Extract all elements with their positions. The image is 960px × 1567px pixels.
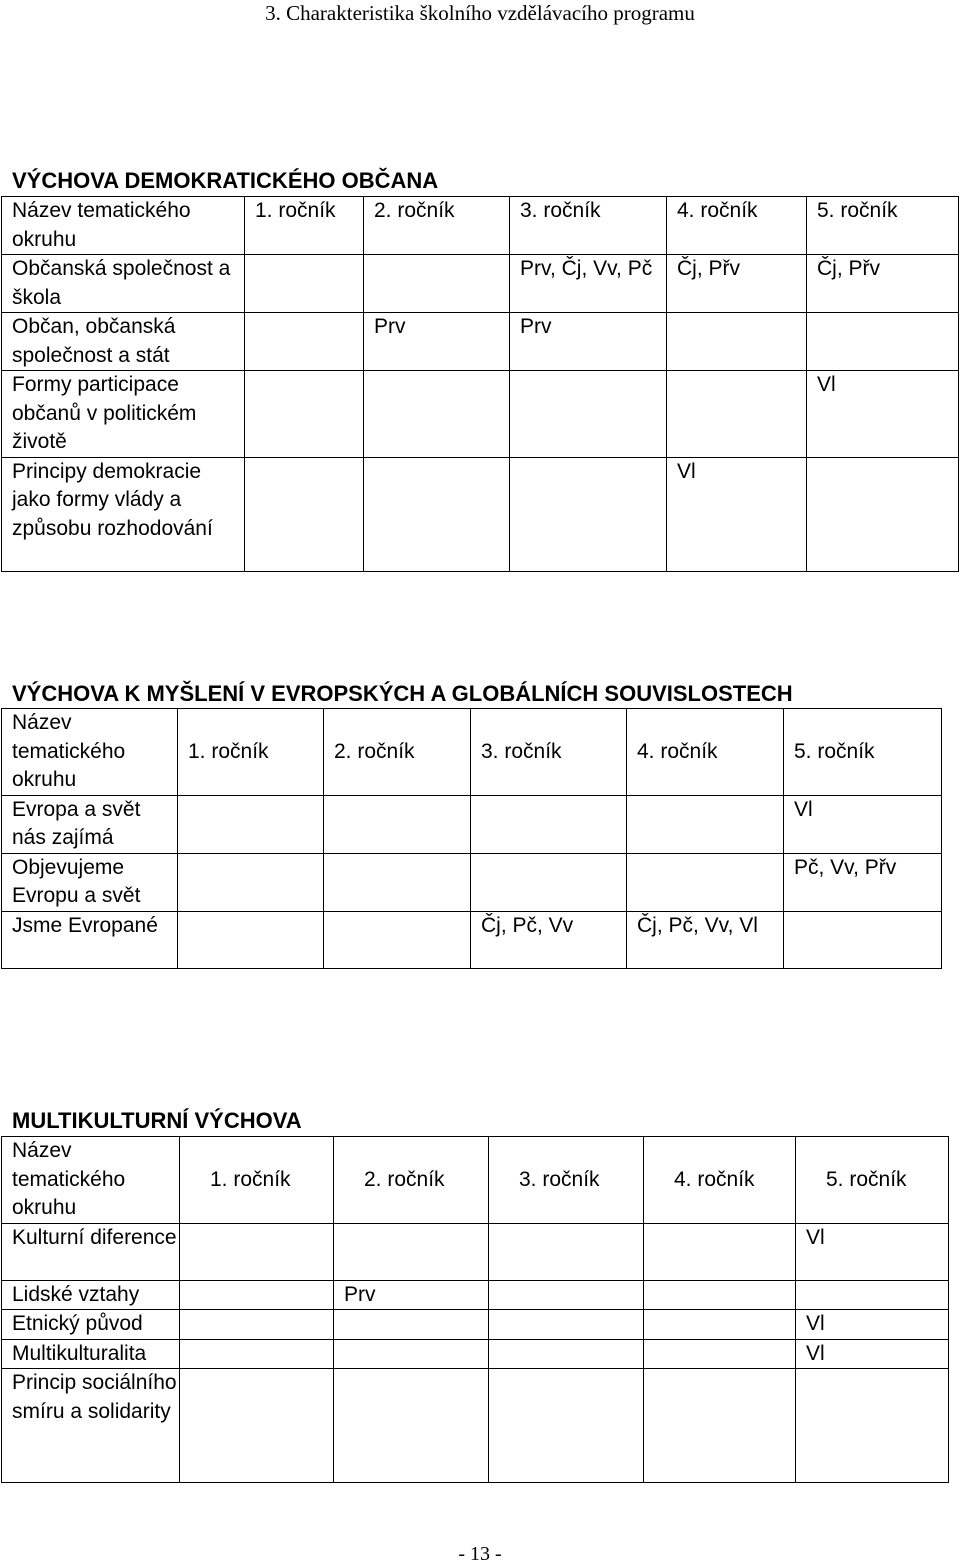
section-title-multikulturni-vychova: MULTIKULTURNÍ VÝCHOVA [12,1108,302,1133]
table-cell: Vl [796,1339,949,1369]
table-cell [364,457,510,571]
row-topic: Principy demokracie jako formy vlády a způsobu rozhodování [2,457,245,571]
table-cell [364,255,510,313]
table-cell: Čj, Přv [807,255,959,313]
column-header-rocnik-5: 5. ročník [807,197,959,255]
table-row [2,371,959,458]
table-row [2,457,959,571]
table-cell [364,371,510,458]
table-cell: Čj, Přv [667,255,807,313]
table-cell: Prv, Čj, Vv, Pč [510,255,667,313]
table-row [2,1223,949,1280]
column-header-rocnik-1: 1. ročník [180,1137,334,1224]
table-cell [245,371,364,458]
table-cell [245,457,364,571]
row-topic: Občanská společnost a škola [2,255,245,313]
row-topic: Kulturní diference [2,1223,180,1280]
column-header-rocnik-1: 1. ročník [245,197,364,255]
page-header: 3. Charakteristika školního vzdělávacího programu [265,1,695,25]
table-cell [489,1369,644,1483]
table-row [2,313,959,371]
row-topic: Princip sociálního smíru a solidarity [2,1369,180,1483]
table-cell [334,1369,489,1483]
column-header-rocnik-2: 2. ročník [334,1137,489,1224]
table-cell [178,911,324,968]
column-header-topic: Název tematického okruhu [2,197,245,255]
table-row [2,1280,949,1310]
section-title-demokraticky-obcan: VÝCHOVA DEMOKRATICKÉHO OBČANA [12,168,439,193]
row-topic: Lidské vztahy [2,1280,180,1310]
table-cell: Pč, Vv, Přv [784,853,942,911]
table-cell [644,1310,796,1340]
table-cell [510,457,667,571]
table-cell: Čj, Pč, Vv, Vl [627,911,784,968]
table-cell [644,1369,796,1483]
table-cell [489,1339,644,1369]
row-topic: Evropa a svět nás zajímá [2,795,178,853]
row-topic: Etnický původ [2,1310,180,1340]
table-cell [796,1369,949,1483]
column-header-rocnik-5: 5. ročník [796,1137,949,1224]
table-cell: Prv [510,313,667,371]
table-evropske-souvislosti [1,708,942,969]
column-header-rocnik-3: 3. ročník [471,709,627,796]
table-row [2,1339,949,1369]
table-cell [627,795,784,853]
table-cell: Prv [334,1280,489,1310]
table-row [2,1310,949,1340]
table-cell [796,1280,949,1310]
table-cell [324,911,471,968]
table-cell [324,795,471,853]
table-cell [644,1280,796,1310]
table-cell [784,911,942,968]
row-topic: Multikulturalita [2,1339,180,1369]
table-cell [180,1280,334,1310]
table-cell [644,1339,796,1369]
table-row [2,1369,949,1483]
table-row [2,255,959,313]
row-topic: Formy participace občanů v politickém životě [2,371,245,458]
table-cell [807,457,959,571]
row-topic: Objevujeme Evropu a svět [2,853,178,911]
table-cell [667,371,807,458]
column-header-rocnik-5: 5. ročník [784,709,942,796]
table-cell [245,255,364,313]
table-cell [178,795,324,853]
table-cell [627,853,784,911]
table-cell: Vl [667,457,807,571]
table-cell [180,1223,334,1280]
table-cell [510,371,667,458]
table-cell [180,1369,334,1483]
table-cell [324,853,471,911]
table-cell [807,313,959,371]
column-header-rocnik-4: 4. ročník [627,709,784,796]
table-row [2,853,942,911]
table-cell: Prv [364,313,510,371]
column-header-topic: Název tematického okruhu [2,1137,180,1224]
table-row [2,795,942,853]
table-cell [180,1339,334,1369]
table-cell [178,853,324,911]
section-title-evropske-souvislosti: VÝCHOVA K MYŠLENÍ V EVROPSKÝCH A GLOBÁLNÍCH SOUVISLOSTECH [12,681,793,706]
table-cell [489,1280,644,1310]
table-cell [334,1223,489,1280]
table-cell [644,1223,796,1280]
table-cell [334,1310,489,1340]
table-cell [667,313,807,371]
table-cell: Vl [807,371,959,458]
table-header-row [2,197,959,255]
table-row [2,911,942,968]
column-header-rocnik-4: 4. ročník [644,1137,796,1224]
column-header-rocnik-3: 3. ročník [489,1137,644,1224]
table-cell: Vl [784,795,942,853]
table-cell: Čj, Pč, Vv [471,911,627,968]
table-cell [489,1223,644,1280]
table-cell [334,1339,489,1369]
table-cell [489,1310,644,1340]
table-cell: Vl [796,1310,949,1340]
table-header-row [2,709,942,796]
table-cell [471,795,627,853]
page-number: - 13 - [458,1543,502,1565]
table-header-row [2,1137,949,1224]
table-demokraticky-obcan [1,196,959,572]
row-topic: Občan, občanská společnost a stát [2,313,245,371]
table-cell [245,313,364,371]
table-cell [471,853,627,911]
table-multikulturni-vychova [1,1136,949,1483]
column-header-rocnik-4: 4. ročník [667,197,807,255]
column-header-rocnik-2: 2. ročník [364,197,510,255]
row-topic: Jsme Evropané [2,911,178,968]
column-header-rocnik-2: 2. ročník [324,709,471,796]
table-cell: Vl [796,1223,949,1280]
column-header-topic: Název tematického okruhu [2,709,178,796]
table-cell [180,1310,334,1340]
column-header-rocnik-1: 1. ročník [178,709,324,796]
column-header-rocnik-3: 3. ročník [510,197,667,255]
